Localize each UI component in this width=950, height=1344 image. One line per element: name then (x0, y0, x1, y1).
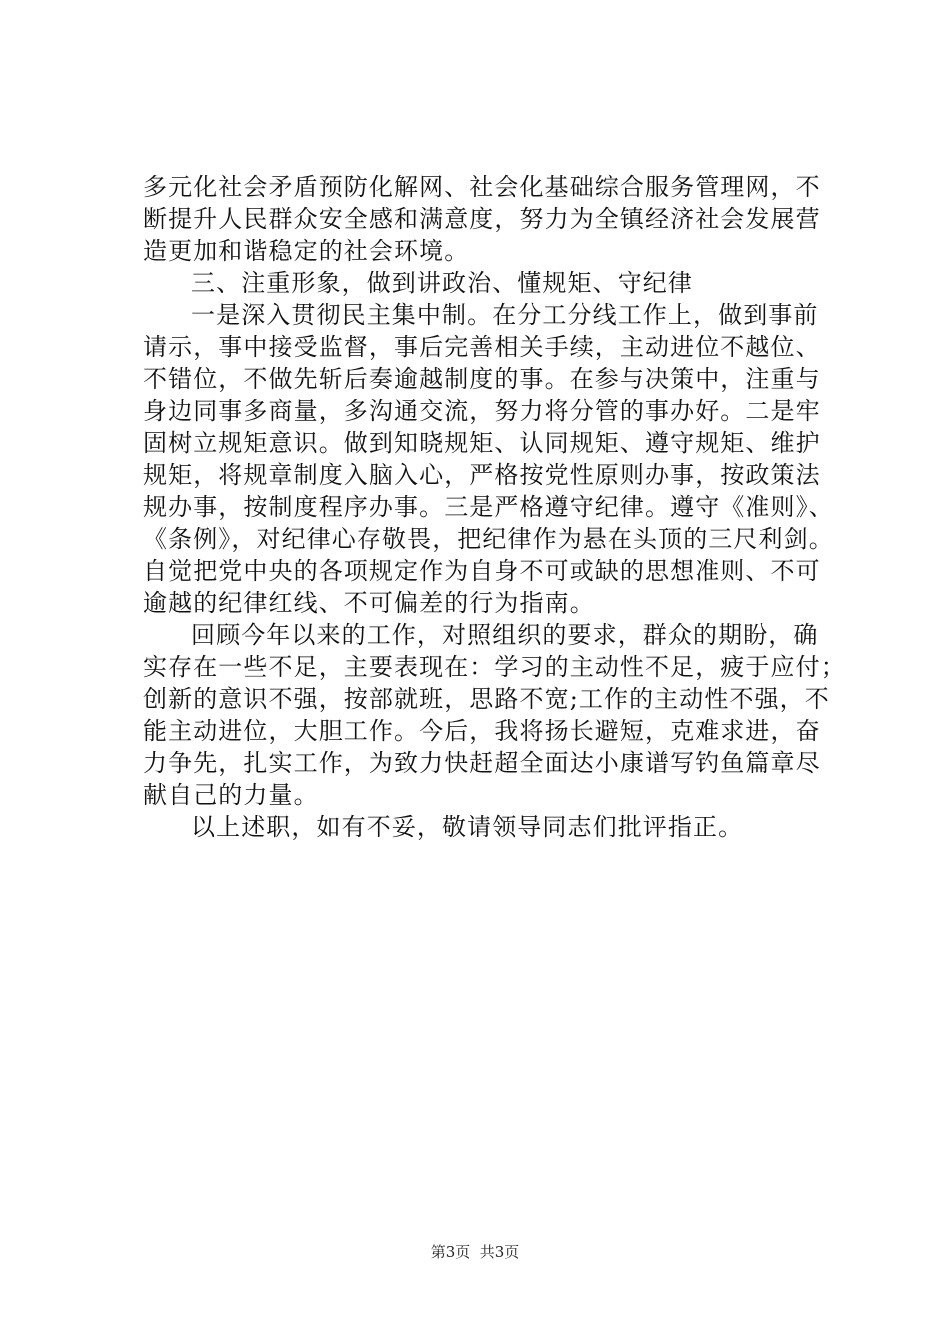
text-line: 力争先，扎实工作，为致力快赶超全面达小康谱写钓鱼篇章尽 (143, 749, 821, 777)
text-line: 断提升人民群众安全感和满意度，努力为全镇经济社会发展营 (143, 205, 821, 233)
text-line: 以上述职，如有不妥，敬请领导同志们批评指正。 (191, 813, 744, 841)
section-heading: 三、注重形象，做到讲政治、懂规矩、守纪律 (191, 269, 693, 297)
text-line: 能主动进位，大胆工作。今后，我将扬长避短，克难求进，奋 (143, 717, 821, 745)
text-line: 固树立规矩意识。做到知晓规矩、认同规矩、遵守规矩、维护 (143, 429, 821, 457)
text-line: 献自己的力量。 (143, 781, 319, 809)
text-line: 逾越的纪律红线、不可偏差的行为指南。 (143, 589, 595, 617)
text-line: 一是深入贯彻民主集中制。在分工分线工作上，做到事前 (191, 301, 819, 329)
text-line: 身边同事多商量，多沟通交流，努力将分管的事办好。二是牢 (143, 397, 821, 425)
text-line: 创新的意识不强，按部就班，思路不宽;工作的主动性不强，不 (143, 685, 830, 713)
text-line: 《条例》，对纪律心存敬畏，把纪律作为悬在头顶的三尺利剑。 (143, 525, 834, 553)
text-line: 请示，事中接受监督，事后完善相关手续，主动进位不越位、 (143, 333, 821, 361)
page-footer (0, 1242, 950, 1262)
text-line: 实存在一些不足，主要表现在：学习的主动性不足，疲于应付； (143, 653, 846, 681)
text-line: 自觉把党中央的各项规定作为自身不可或缺的思想准则、不可 (143, 557, 821, 585)
text-line: 不错位，不做先斩后奏逾越制度的事。在参与决策中，注重与 (143, 365, 821, 393)
text-line: 规办事，按制度程序办事。三是严格遵守纪律。遵守《准则》、 (143, 493, 834, 521)
document-body (143, 171, 846, 843)
text-line: 造更加和谐稳定的社会环境。 (143, 237, 470, 265)
text-line: 多元化社会矛盾预防化解网、社会化基础综合服务管理网，不 (143, 173, 821, 201)
text-line: 回顾今年以来的工作，对照组织的要求，群众的期盼，确 (191, 621, 819, 649)
page-number-label: 第3页 共3页 (430, 1243, 520, 1261)
text-line: 规矩，将规章制度入脑入心，严格按党性原则办事，按政策法 (143, 461, 821, 489)
